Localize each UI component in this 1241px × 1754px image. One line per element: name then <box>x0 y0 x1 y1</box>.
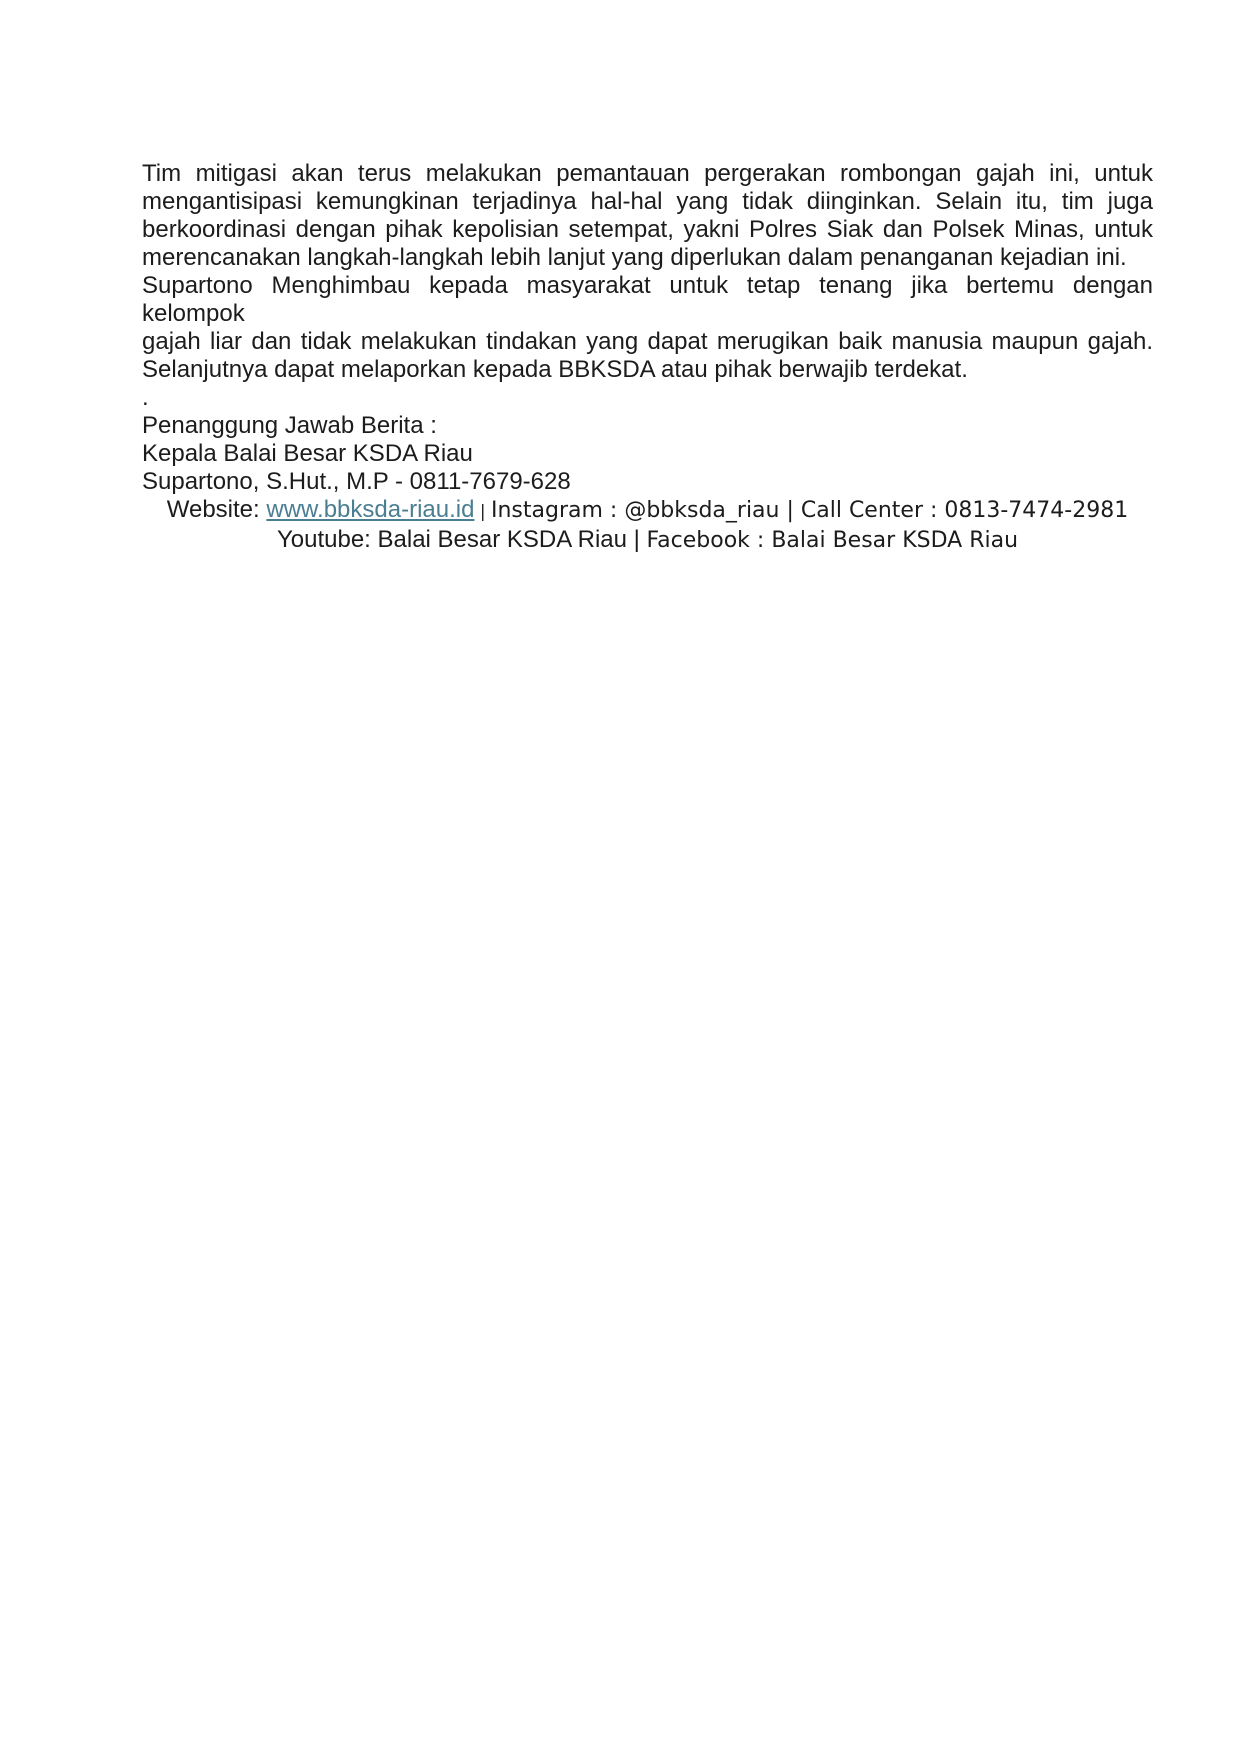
contact-line-social <box>142 526 1153 555</box>
byline-name-phone: Supartono, S.Hut., M.P - 0811-7679-628 <box>142 468 571 495</box>
text-line: mengantisipasi kemungkinan terjadinya hal-hal yang tidak diinginkan. Selain itu, tim juga <box>142 188 1153 215</box>
text-line: Supartono Menghimbau kepada masyarakat untuk tetap tenang jika bertemu dengan kelompok <box>142 272 1153 327</box>
text-line: Selanjutnya dapat melaporkan kepada BBKSDA atau pihak berwajib terdekat. <box>142 356 968 383</box>
dot-line: . <box>142 384 149 411</box>
instagram-callcenter-text: Instagram : @bbksda_riau | Call Center : 0813-7474-2981 <box>491 498 1129 523</box>
byline-heading: Penanggung Jawab Berita : <box>142 412 437 439</box>
body-paragraph-2 <box>142 272 1153 384</box>
text-line: merencanakan langkah-langkah lebih lanjut yang diperlukan dalam penanganan kejadian ini. <box>142 244 1127 271</box>
text-line: Tim mitigasi akan terus melakukan pemantauan pergerakan rombongan gajah ini, untuk <box>142 160 1153 187</box>
website-link[interactable]: www.bbksda-riau.id <box>266 496 475 523</box>
pipe-separator: | <box>474 502 491 522</box>
contact-block <box>142 496 1153 555</box>
byline-position: Kepala Balai Besar KSDA Riau <box>142 440 473 467</box>
website-label: Website: <box>166 496 267 523</box>
text-line: berkoordinasi dengan pihak kepolisian setempat, yakni Polres Siak dan Polsek Minas, untuk <box>142 216 1153 243</box>
contact-line-website <box>142 496 1153 526</box>
byline-block <box>142 412 1153 496</box>
text-line: gajah liar dan tidak melakukan tindakan yang dapat merugikan baik manusia maupun gajah. <box>142 328 1153 355</box>
body-paragraph-1 <box>142 160 1153 272</box>
youtube-text: Youtube: Balai Besar KSDA Riau | <box>276 526 647 553</box>
facebook-text: Facebook : Balai Besar KSDA Riau <box>646 528 1019 553</box>
